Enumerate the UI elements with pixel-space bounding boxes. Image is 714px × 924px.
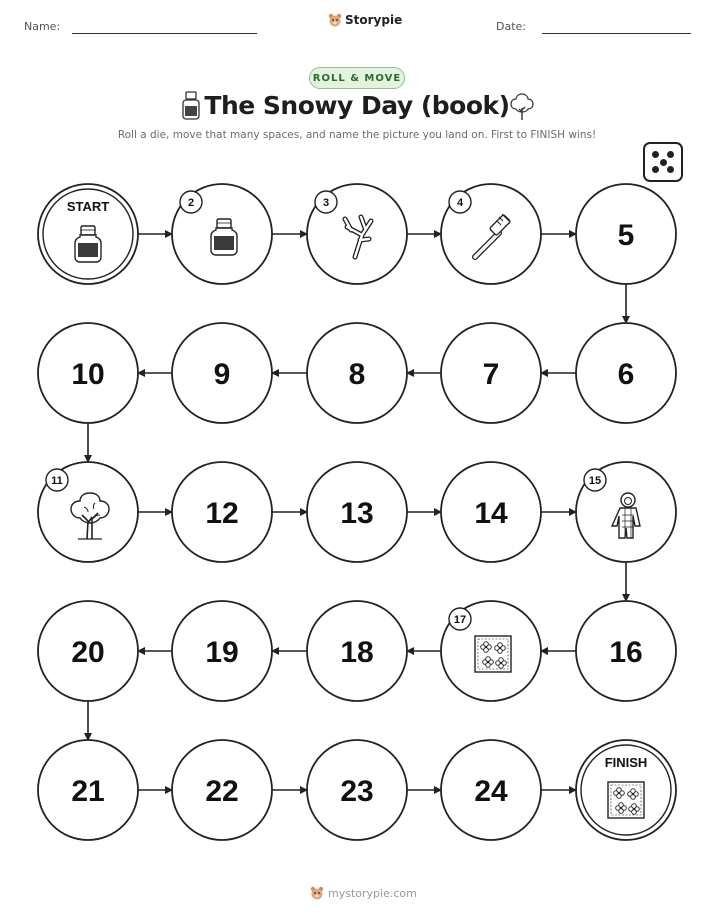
board-space[interactable] (307, 462, 407, 562)
space-number: 13 (340, 497, 374, 530)
board-space[interactable] (576, 462, 676, 562)
game-type-badge: ROLL & MOVE (309, 67, 405, 89)
space-number: 7 (482, 358, 500, 391)
board-space[interactable] (307, 323, 407, 423)
instructions: Roll a die, move that many spaces, and name the picture you land on. First to FINISH wins! (117, 129, 597, 141)
space-number: 17 (453, 614, 467, 626)
footer-url: mystorypie.com (328, 886, 417, 900)
space-label: START (66, 199, 110, 214)
page-title: The Snowy Day (book) (204, 91, 510, 120)
board-space[interactable] (307, 601, 407, 701)
board-space[interactable] (172, 740, 272, 840)
board-space[interactable] (38, 462, 138, 562)
board-space[interactable] (441, 323, 541, 423)
space-number: 2 (187, 197, 195, 209)
board-space[interactable] (38, 323, 138, 423)
space-number: 22 (205, 775, 239, 808)
name-label: Name: (24, 20, 61, 33)
space-number: 8 (348, 358, 366, 391)
board-space[interactable] (576, 184, 676, 284)
space-number: 20 (71, 636, 105, 669)
board-space[interactable] (441, 184, 541, 284)
space-label: FINISH (604, 755, 648, 770)
board-space[interactable] (172, 601, 272, 701)
quilt-icon (475, 636, 511, 672)
board-space[interactable] (441, 462, 541, 562)
space-number: 3 (322, 197, 330, 209)
quilt-icon (608, 782, 644, 818)
space-number: 18 (340, 636, 374, 669)
space-number: 4 (456, 197, 464, 209)
board-space[interactable] (307, 184, 407, 284)
space-number: 24 (474, 775, 508, 808)
footer (310, 886, 417, 900)
space-number: 12 (205, 497, 239, 530)
board-space[interactable] (576, 323, 676, 423)
space-number: 14 (474, 497, 508, 530)
space-number: 11 (51, 475, 63, 487)
space-number: 9 (213, 358, 231, 391)
board-space[interactable] (38, 740, 138, 840)
space-number: 10 (71, 358, 105, 391)
board-space[interactable] (441, 740, 541, 840)
board-space[interactable] (307, 740, 407, 840)
space-number: 5 (617, 219, 635, 252)
space-number: 23 (340, 775, 374, 808)
board-space[interactable] (172, 462, 272, 562)
board-space[interactable] (172, 184, 272, 284)
space-number: 21 (71, 775, 105, 808)
board-space[interactable] (441, 601, 541, 701)
finish-space[interactable] (576, 740, 676, 840)
board-space[interactable] (38, 601, 138, 701)
bear-logo-icon (310, 886, 324, 900)
space-number: 15 (588, 475, 602, 487)
date-label: Date: (496, 20, 526, 33)
start-space[interactable] (38, 184, 138, 284)
brand-name: Storypie (345, 13, 403, 27)
space-number: 16 (609, 636, 643, 669)
board-space[interactable] (576, 601, 676, 701)
space-number: 6 (617, 358, 635, 391)
board-space[interactable] (172, 323, 272, 423)
space-number: 19 (205, 636, 239, 669)
